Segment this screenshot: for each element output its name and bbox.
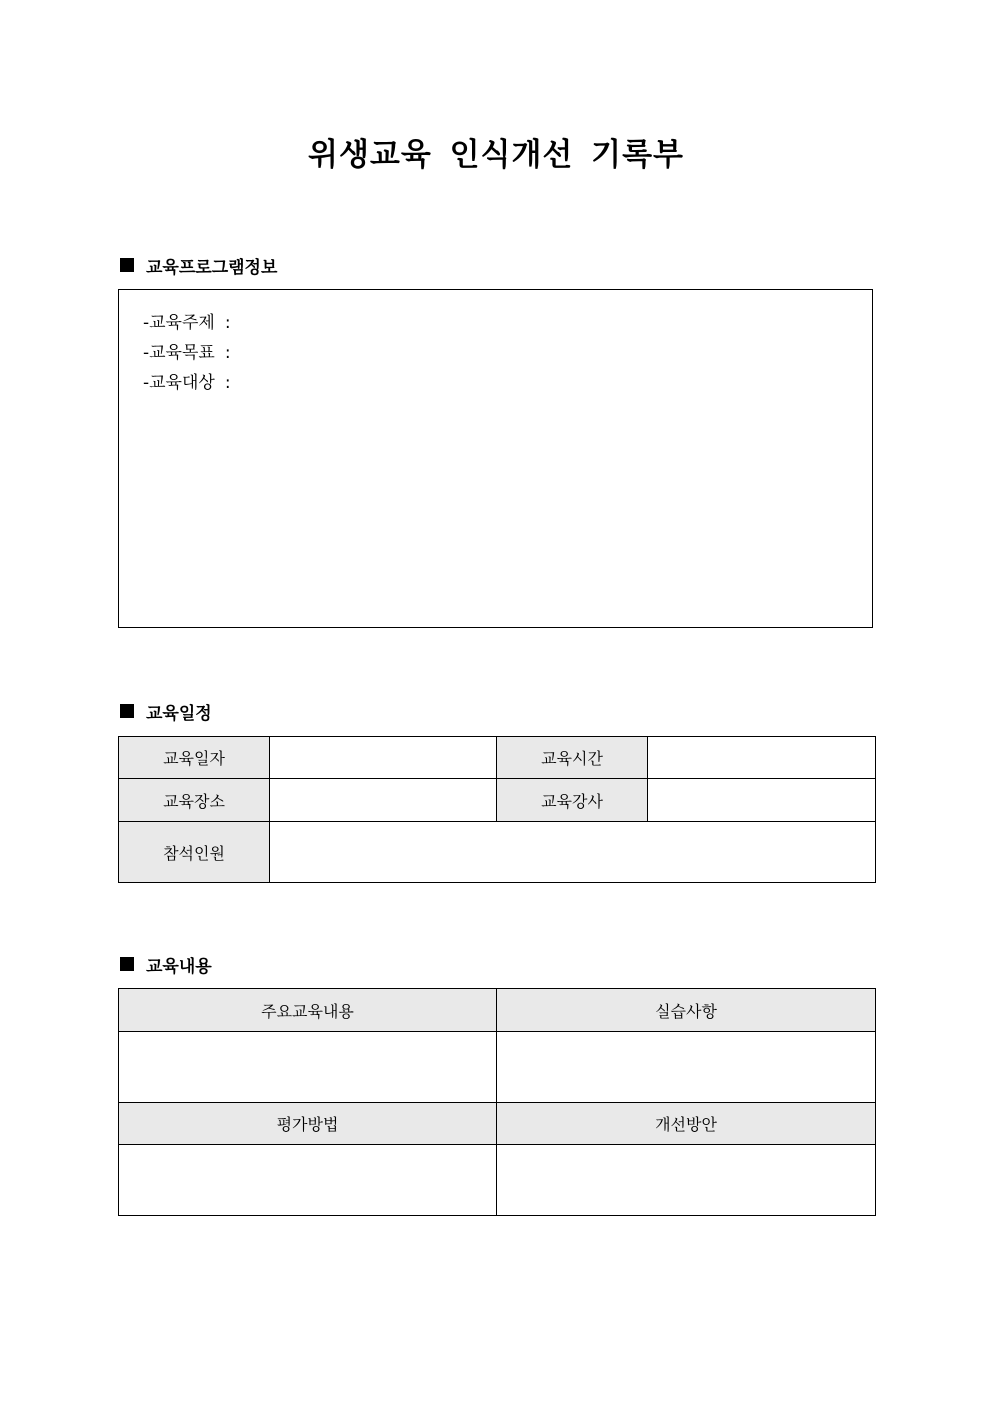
info-line-goal — [143, 338, 231, 368]
time-label: 교육시간 — [497, 737, 648, 779]
evaluation-label: 평가방법 — [119, 1103, 497, 1145]
attendees-label: 참석인원 — [119, 822, 270, 883]
schedule-table — [118, 736, 876, 883]
section-heading-label: 교육내용 — [146, 956, 212, 977]
date-value-cell[interactable] — [270, 737, 497, 779]
program-info-box — [118, 289, 873, 628]
table-row — [119, 989, 876, 1032]
improvement-value-cell[interactable] — [497, 1145, 876, 1216]
table-row — [119, 822, 876, 883]
main-content-value-cell[interactable] — [119, 1032, 497, 1103]
date-label: 교육일자 — [119, 737, 270, 779]
table-row — [119, 1145, 876, 1216]
instructor-label: 교육강사 — [497, 779, 648, 822]
colon: : — [224, 343, 231, 363]
goal-label: -교육목표 — [143, 343, 215, 363]
black-square-icon — [120, 704, 134, 718]
topic-label: -교육주제 — [143, 313, 215, 333]
table-row — [119, 737, 876, 779]
content-table — [118, 988, 876, 1216]
table-row — [119, 1032, 876, 1103]
evaluation-value-cell[interactable] — [119, 1145, 497, 1216]
table-row — [119, 1103, 876, 1145]
section-heading-label: 교육일정 — [146, 703, 212, 724]
practice-label: 실습사항 — [497, 989, 876, 1032]
place-value-cell[interactable] — [270, 779, 497, 822]
place-label: 교육장소 — [119, 779, 270, 822]
practice-value-cell[interactable] — [497, 1032, 876, 1103]
section-heading-label: 교육프로그램정보 — [146, 257, 278, 278]
improvement-label: 개선방안 — [497, 1103, 876, 1145]
black-square-icon — [120, 957, 134, 971]
section-heading-content — [120, 952, 212, 976]
section-heading-schedule — [120, 699, 212, 723]
instructor-value-cell[interactable] — [648, 779, 876, 822]
colon: : — [224, 313, 231, 333]
table-row — [119, 779, 876, 822]
section-heading-program-info — [120, 253, 277, 277]
info-line-audience — [143, 368, 231, 398]
attendees-value-cell[interactable] — [270, 822, 876, 883]
time-value-cell[interactable] — [648, 737, 876, 779]
main-content-label: 주요교육내용 — [119, 989, 497, 1032]
black-square-icon — [120, 258, 134, 272]
document-title: 위생교육 인식개선 기록부 — [308, 137, 684, 173]
info-line-topic — [143, 308, 231, 338]
colon: : — [224, 373, 231, 393]
audience-label: -교육대상 — [143, 373, 215, 393]
